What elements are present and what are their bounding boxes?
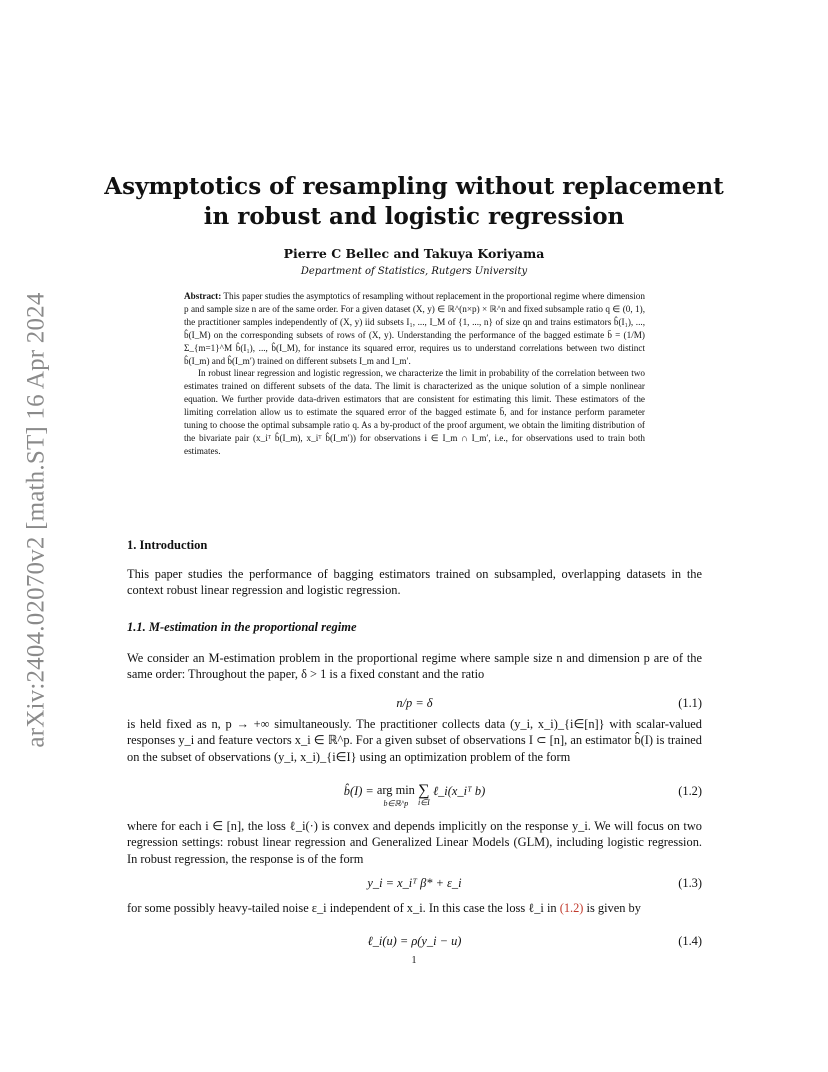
abstract-label: Abstract:	[184, 291, 222, 301]
title-line-1: Asymptotics of resampling without replacement	[104, 173, 724, 200]
authors: Pierre C Bellec and Takuya Koriyama	[283, 246, 545, 261]
affiliation: Department of Statistics, Rutgers University	[300, 266, 528, 277]
arxiv-identifier: arXiv:2404.02070v2 [math.ST] 16 Apr 2024	[23, 292, 50, 748]
paragraph-d-tail: is given by	[583, 901, 641, 915]
title-line-2: in robust and logistic regression	[203, 203, 625, 230]
argmin-subscript: b∈ℝ^p	[383, 799, 409, 808]
equation-1-4	[127, 934, 702, 952]
sum-symbol: ∑	[418, 782, 430, 799]
equation-1-4-number: (1.4)	[678, 934, 702, 948]
equation-1-3	[127, 876, 702, 894]
paragraph-d	[127, 900, 702, 916]
sum-operator	[418, 784, 430, 807]
equation-1-2-lhs: b̂(I) =	[343, 784, 377, 798]
equation-1-1	[127, 696, 702, 714]
abstract	[184, 290, 645, 458]
paper-title	[100, 172, 728, 232]
equation-1-4-body: ℓ_i(u) = ρ(y_i − u)	[367, 934, 462, 948]
equation-1-2-body	[127, 784, 702, 810]
section-heading: 1. Introduction	[127, 538, 208, 552]
abstract-paragraph-1	[184, 290, 645, 367]
paragraph-d-text: for some possibly heavy-tailed noise ε_i independent of x_i. In this case the loss ℓ_i in	[127, 901, 560, 915]
equation-1-2	[127, 784, 702, 814]
argmin-operator	[377, 784, 415, 810]
equation-1-3-number: (1.3)	[678, 876, 702, 890]
equation-reference-link[interactable]: (1.2)	[559, 901, 584, 915]
argmin-label: arg min	[376, 783, 415, 797]
paragraph-b: is held fixed as n, p → +∞ simultaneously. The practitioner collects data (y_i, x_i)_{i∈[n]} with scalar-valued responses y_i and feature vectors x_i ∈ ℝ^p. For a given subset of observations I ⊂ [n], an estimator b̂(I) is trained on the subset of observations (y_i, x_i)_{i∈I} using an optimization problem of the form	[127, 717, 702, 764]
equation-1-2-rhs: ℓ_i(x_iᵀ b)	[432, 784, 486, 798]
arxiv-side-stamp	[20, 270, 54, 770]
equation-1-1-number: (1.1)	[678, 696, 702, 710]
equation-1-2-number: (1.2)	[678, 784, 702, 798]
subsection-heading: 1.1. M-estimation in the proportional regime	[127, 620, 357, 634]
equation-1-3-body: y_i = x_iᵀ β* + ε_i	[367, 876, 462, 890]
page-number: 1	[411, 955, 417, 966]
abstract-paragraph-2: In robust linear regression and logistic regression, we characterize the limit in probability of the correlation between two estimates trained on different subsets of the data. The limit is characterized as the unique solution of a simple nonlinear equation. We further provide data-driven estimators that are consistent for estimating this limit. These estimators of the limiting correlation allow us to estimate the squared error of the bagged estimate b̄, and for instance perform parameter tuning to choose the optimal subsample ratio q. As a by-product of the proof argument, we obtain the limiting distribution of the bivariate pair (x_iᵀ b̂(I_m), x_iᵀ b̂(I_m′)) for observations i ∈ I_m ∩ I_m′, i.e., for observations used to train both estimates.	[184, 368, 645, 456]
paragraph-c: where for each i ∈ [n], the loss ℓ_i(·) is convex and depends implicitly on the response y_i. We will focus on two regression settings: robust linear regression and Generalized Linear Models (GLM), including logistic regression. In robust regression, the response is of the form	[127, 819, 702, 866]
sum-subscript: i∈I	[417, 798, 430, 807]
abstract-text-1: This paper studies the asymptotics of resampling without replacement in the proportional regime where dimension p and sample size n are of the same order. For a given dataset (X, y) ∈ ℝ^(n×p) × ℝ^n and fixed subsample ratio q ∈ (0, 1), the practitioner samples independently of (X, y) iid subsets I₁, ..., I_M of {1, ..., n} of size qn and trains estimators b̂(I₁), ..., b̂(I_M) on the corresponding subsets of rows of (X, y). Understanding the performance of the bagged estimate b̄ = (1/M) Σ_{m=1}^M b̂(I₁), ..., b̂(I_M), for instance its squared error, requires us to understand correlations between two distinct b̂(I_m) and b̂(I_m′) trained on different subsets I_m and I_m′.	[184, 291, 645, 366]
intro-paragraph: This paper studies the performance of bagging estimators trained on subsampled, overlapping datasets in the context robust linear regression and logistic regression.	[127, 567, 702, 598]
paragraph-a: We consider an M-estimation problem in the proportional regime where sample size n and dimension p are of the same order: Throughout the paper, δ > 1 is a fixed constant and the ratio	[127, 651, 702, 682]
equation-1-1-body: n/p = δ	[396, 696, 433, 710]
